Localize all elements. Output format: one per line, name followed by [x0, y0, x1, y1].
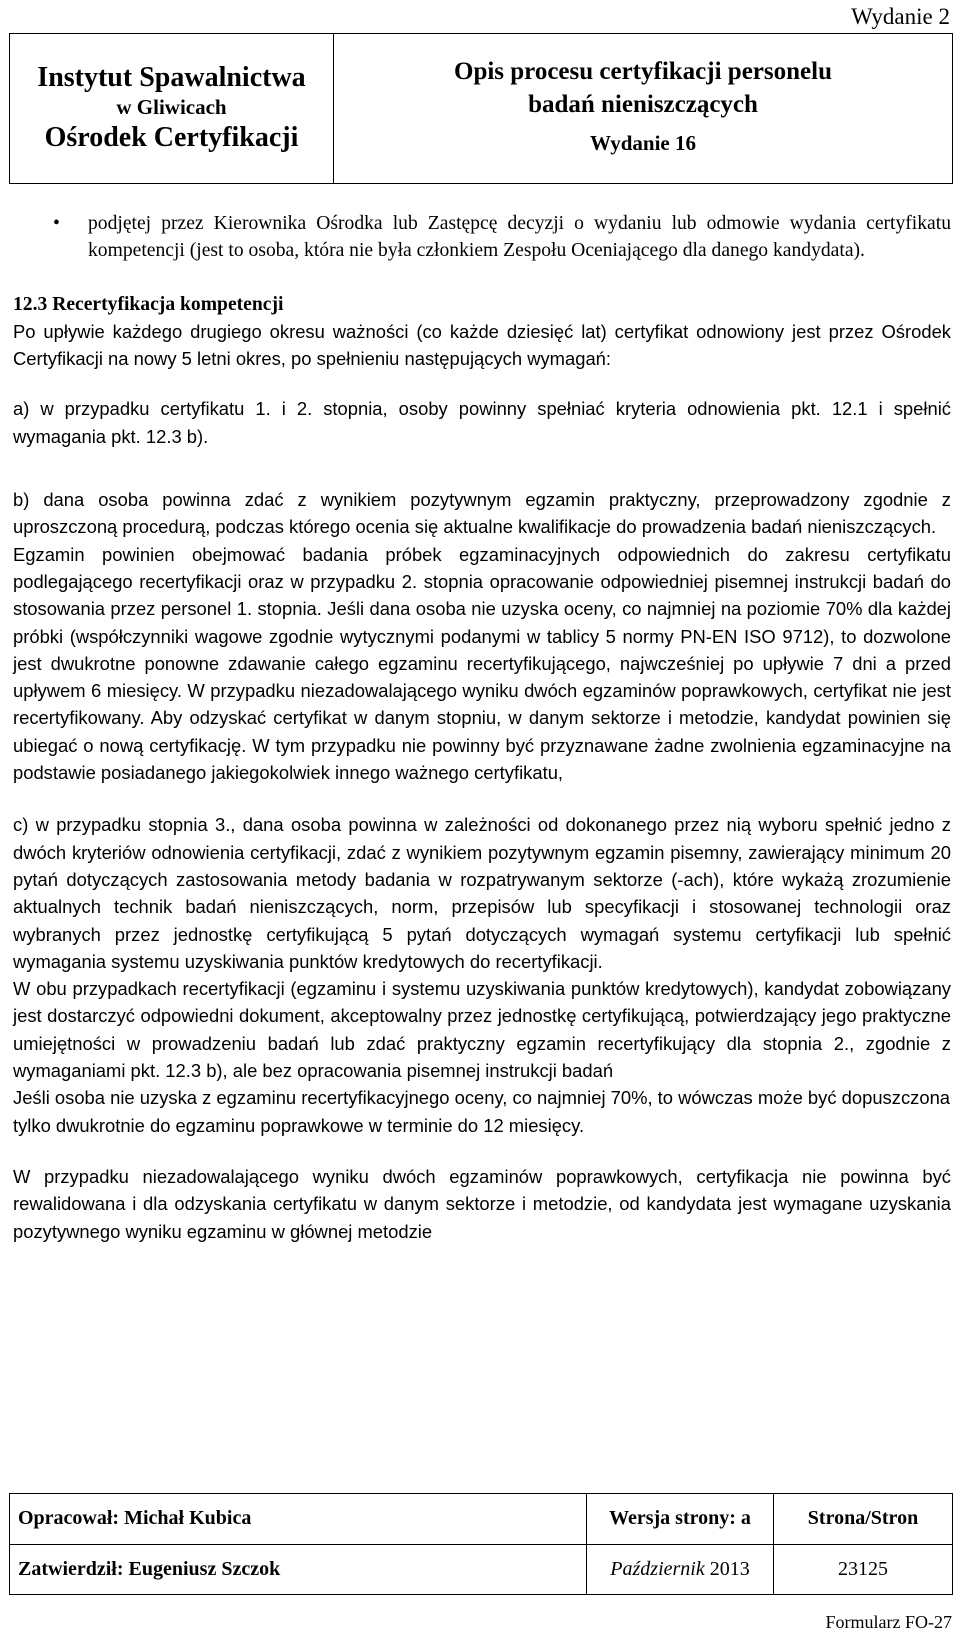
- bullet-icon: •: [53, 213, 60, 234]
- point-c-retake: Jeśli osoba nie uzyska z egzaminu recertyfikacyjnego oceny, co najmniej 70%, to wówczas może być dopuszczona tylko dwukrotnie do egzaminu poprawkowe w terminie do 12 miesięcy.: [13, 1087, 951, 1136]
- form-code: Formularz FO-27: [825, 1612, 952, 1632]
- section-intro: Po upływie każdego drugiego okresu ważności (co każde dziesięć lat) certyfikat odnowiony jest przez Ośrodek Certyfikacji na nowy 5 letni okres, po spełnieniu następujących wymagań:: [13, 320, 951, 370]
- point-c-text: c) w przypadku stopnia 3., dana osoba powinna w zależności od dokonanego przez nią wyboru spełnić jedno z dwóch kryteriów odnowienia certyfikacji, zdać z wynikiem pozytywnym egzamin pisemny, zawierający minimum 20 pytań dotyczących zastosowania metody badania w rozpatrywanym sektorze (-ach), które wykażą zrozumienie aktualnych technik badań nieniszczących, norm, przepisów lub specyfikacji i stosowanej technologii oraz wybranych przez jednostkę certyfikującą 5 pytań dotyczących wymagań systemu certyfikacji lub spełnić wymagania systemu uzyskiwania punktów kredytowych do recertyfikacji.: [13, 814, 951, 972]
- page-count-label: Strona/Stron: [774, 1494, 953, 1545]
- institute-cell: [10, 34, 334, 184]
- point-b-exam-text: Egzamin powinien obejmować badania próbek egzaminacyjnych odpowiednich do zakresu certyfikatu podlegającego recertyfikacji oraz w przypadku 2. stopnia opracowanie odpowiedniej pisemnej instrukcji badań do stosowania przez personel 1. stopnia. Jeśli dana osoba nie uzyska oceny, co najmniej na poziomie 70% dla każdej próbki (współczynniki wagowe zgodnie wytycznymi podanymi w tablicy 5 normy PN-EN ISO 9712), to dozwolone jest dwukrotne ponowne zdawanie całego egzaminu recertyfikującego, najwcześniej po upływie 7 dni a przed upływem 6 miesięcy. W przypadku niezadowalającego wyniku dwóch egzaminów poprawkowych, certyfikat nie jest recertyfikowany. Aby odzyskać certyfikat w danym stopniu, w danym sektorze i metodzie, kandydat powinien się ubiegać o nową certyfikację. W tym przypadku nie powinny być przyznawane żadne zwolnienia egzaminacyjne na podstawie posiadanego jakiegokolwiek innego ważnego certyfikatu,: [13, 543, 951, 784]
- approved-by: Zatwierdził: Eugeniusz Szczok: [10, 1544, 587, 1595]
- institute-city: w Gliwicach: [116, 94, 227, 119]
- point-a: a) w przypadku certyfikatu 1. i 2. stopnia, osoby powinny spełniać kryteria odnowienia pkt. 12.1 i spełnić wymagania pkt. 12.3 b).: [13, 398, 951, 447]
- certification-centre: Ośrodek Certyfikacji: [44, 121, 299, 153]
- page-count-value: 23125: [774, 1544, 953, 1595]
- document-title-line1: Opis procesu certyfikacji personelu: [454, 57, 832, 85]
- version-date-year: 2013: [704, 1557, 750, 1580]
- final-paragraph: W przypadku niezadowalającego wyniku dwóch egzaminów poprawkowych, certyfikacja nie powinna być rewalidowana i dla odzyskania certyfikatu w danym sektorze i metodzie, od kandydata jest wymagane uzyskania pozytywnego wyniku egzaminu w głównej metodzie: [13, 1165, 951, 1242]
- institute-name: Instytut Spawalnictwa: [37, 61, 306, 93]
- document-footer: [9, 1493, 953, 1595]
- point-b-text: b) dana osoba powinna zdać z wynikiem pozytywnym egzamin praktyczny, przeprowadzony zgodnie z uproszczoną procedurą, podczas którego ocenia się aktualne kwalifikacje do prowadzenia badań nieniszczących.: [13, 489, 951, 538]
- bullet-text: podjętej przez Kierownika Ośrodka lub Zastępcę decyzji o wydaniu lub odmowie wydania certyfikatu kompetencji (jest to osoba, która nie była członkiem Zespołu Oceniającego dla danego kandydata).: [88, 213, 951, 262]
- prepared-by: Opracował: Michał Kubica: [10, 1494, 587, 1545]
- document-title-line2: badań nieniszczących: [528, 90, 758, 118]
- version-date-month: Październik: [610, 1557, 705, 1580]
- document-title-cell: [334, 34, 953, 184]
- document-header: [9, 33, 953, 184]
- edition-top-label: Wydanie 2: [851, 4, 950, 29]
- version-date: [587, 1544, 774, 1595]
- document-edition: Wydanie 16: [590, 130, 696, 155]
- point-c-both-cases: W obu przypadkach recertyfikacji (egzaminu i systemu uzyskiwania punktów kredytowych), kandydat zobowiązany jest dostarczyć odpowiedni dokument, akceptowalny przez jednostkę certyfikującą, potwierdzający jego praktyczne umiejętności w prowadzeniu badań lub zdać praktyczny egzamin recertyfikujący dla stopnia 2., zgodnie z wymaganiami pkt. 12.3 b), ale bez opracowania pisemnej instrukcji badań: [13, 978, 951, 1082]
- bullet-item: [13, 210, 951, 265]
- section-heading: 12.3 Recertyfikacja kompetencji: [13, 293, 284, 315]
- document-body: [13, 210, 951, 1245]
- page-version-label: Wersja strony: a: [587, 1494, 774, 1545]
